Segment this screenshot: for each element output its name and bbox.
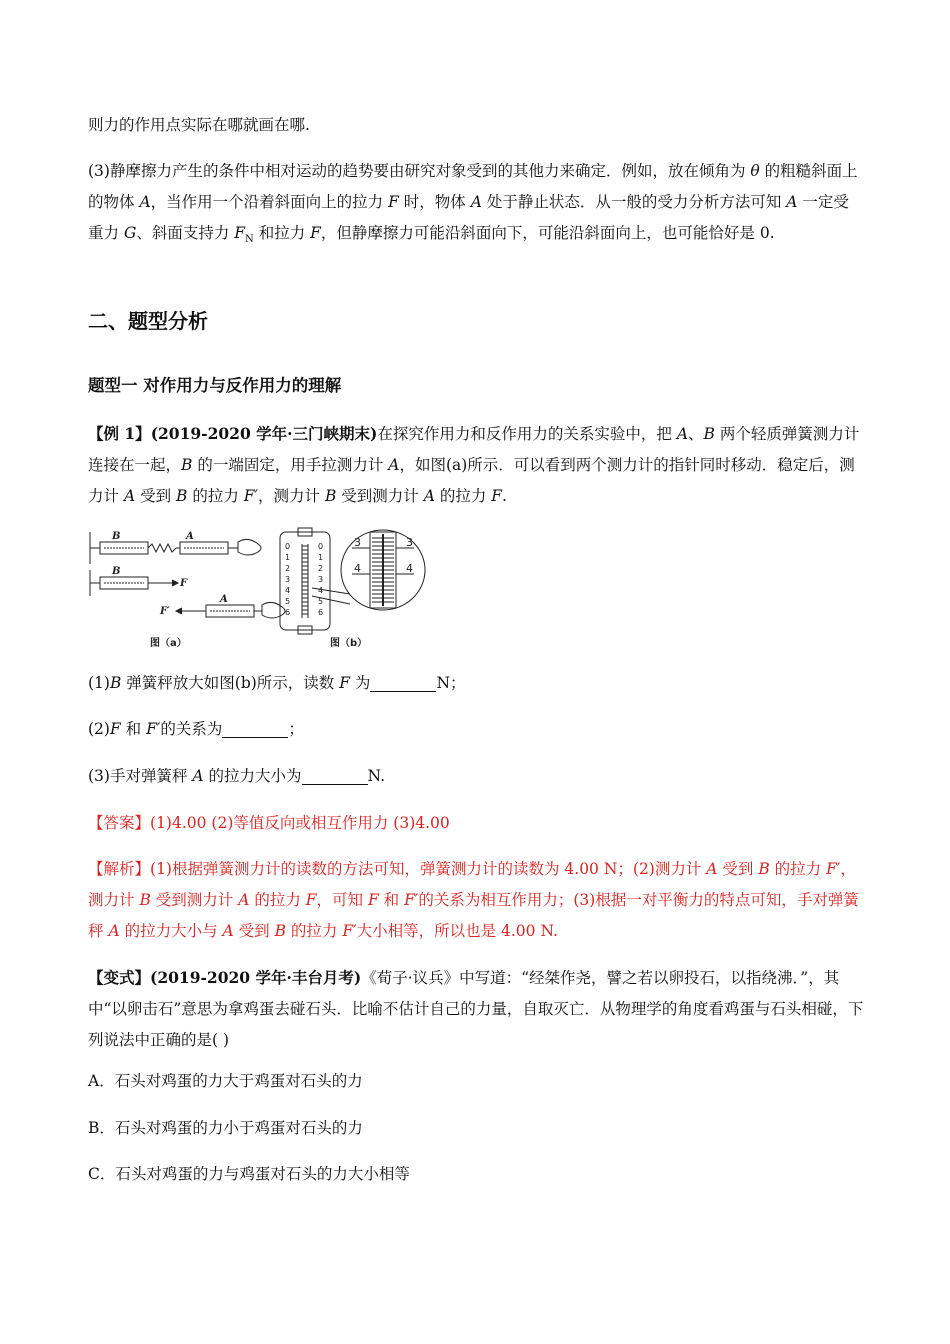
- scale-right-5: 5: [318, 597, 324, 606]
- arrow-fprime-icon: [176, 608, 182, 614]
- caption-a: 图（a）: [150, 638, 187, 649]
- example-1: 【例 1】(2019-2020 学年·三门峡期末)在探究作用力和反作用力的关系实验中，把 A、B 两个轻质弹簧测力计连接在一起，B 的一端固定，用手拉测力计 A，如图(a)所示．可以看到两个测力计的指针同时移动．稳定后，测力计 A 受到 B 的拉力 F′，测力计 B 受到测力计 A 的拉力 F.: [88, 424, 860, 505]
- label-a-2: A: [220, 594, 228, 605]
- type-title: 题型一 对作用力与反作用力的理解: [88, 376, 342, 395]
- scale-left-4: 4: [285, 586, 291, 595]
- scale-left-5: 5: [285, 597, 291, 606]
- zoom-label-3-left: 3: [354, 536, 361, 549]
- analysis: 【解析】(1)根据弹簧测力计的读数的方法可知，弹簧测力计的读数为 4.00 N；(2)测力计 A 受到 B 的拉力 F′，测力计 B 受到测力计 A 的拉力 F，可知 F 和 F′的关系为相互作用力；(3)根据一对平衡力的特点可知，手对弹簧秤 A 的拉力大小与 A 受到 B 的拉力 F′大小相等，所以也是 4.00 N.: [88, 860, 859, 940]
- zoom-label-3-right: 3: [406, 536, 413, 549]
- scale-left-1: 1: [285, 553, 291, 562]
- scale-left-6: 6: [285, 608, 291, 617]
- question-3: (3)手对弹簧秤 A 的拉力大小为 N.: [88, 767, 386, 785]
- option-a: A．石头对鸡蛋的力大于鸡蛋对石头的力: [88, 1072, 363, 1090]
- question-1: (1)B 弹簧秤放大如图(b)所示，读数 F 为 N；: [88, 674, 466, 692]
- scale-right-6: 6: [318, 608, 324, 617]
- scale-left-3: 3: [285, 575, 291, 584]
- answer: 【答案】(1)4.00 (2)等值反向或相互作用力 (3)4.00: [88, 814, 450, 832]
- spring-coil: [148, 544, 176, 552]
- answer-blank-3: [302, 766, 368, 785]
- answer-blank-2: [222, 719, 288, 738]
- label-a: A: [186, 531, 194, 542]
- scale-right-3: 3: [318, 575, 324, 584]
- zoom-label-4-left: 4: [354, 562, 361, 575]
- scale-left-0: 0: [285, 542, 291, 551]
- figure-b: [280, 528, 425, 634]
- label-b-2: B: [112, 566, 121, 577]
- hand-icon: [238, 539, 261, 555]
- label-b: B: [112, 531, 121, 542]
- option-b: B．石头对鸡蛋的力小于鸡蛋对石头的力: [88, 1119, 363, 1137]
- caption-b: 图（b）: [330, 638, 368, 649]
- scale-right-1: 1: [318, 553, 324, 562]
- zoom-label-4-right: 4: [406, 562, 413, 575]
- section-title: 二、题型分析: [88, 309, 208, 333]
- label-fprime: F′: [160, 606, 170, 617]
- arrow-f-icon: [172, 580, 178, 586]
- hand-icon-2: [262, 602, 285, 618]
- scale-right-0: 0: [318, 542, 324, 551]
- answer-blank-1: [370, 673, 436, 692]
- scale-right-4: 4: [318, 586, 324, 595]
- intro-paragraph-3: (3)静摩擦力产生的条件中相对运动的趋势要由研究对象受到的其他力来确定．例如，放在倾角为 θ 的粗糙斜面上的物体 A，当作用一个沿着斜面向上的拉力 F 时，物体 A 处于静止状态．从一般的受力分析方法可知 A 一定受重力 G、斜面支持力 $F_N$ 和拉力 F，但静摩擦力可能沿斜面向下，可能沿斜面向上，也可能恰好是 0.: [88, 162, 858, 246]
- spring-scale-figure: [88, 526, 428, 656]
- label-f: F: [180, 578, 188, 589]
- intro-line: 则力的作用点实际在哪就画在哪.: [88, 116, 310, 134]
- question-2: (2)F 和 F′的关系为 ；: [88, 720, 304, 738]
- option-c: C．石头对鸡蛋的力与鸡蛋对石头的力大小相等: [88, 1165, 410, 1183]
- scale-right-2: 2: [318, 564, 324, 573]
- variant: 【变式】(2019-2020 学年·丰台月考)《荀子·议兵》中写道：“经桀作尧，譬之若以卵投石，以指绕沸．”，其中“以卵击石”意思为拿鸡蛋去碰石头．比喻不估计自己的力量，自取灭亡．从物理学的角度看鸡蛋与石头相碰，下列说法中正确的是( ): [88, 968, 864, 1049]
- scale-left-2: 2: [285, 564, 291, 573]
